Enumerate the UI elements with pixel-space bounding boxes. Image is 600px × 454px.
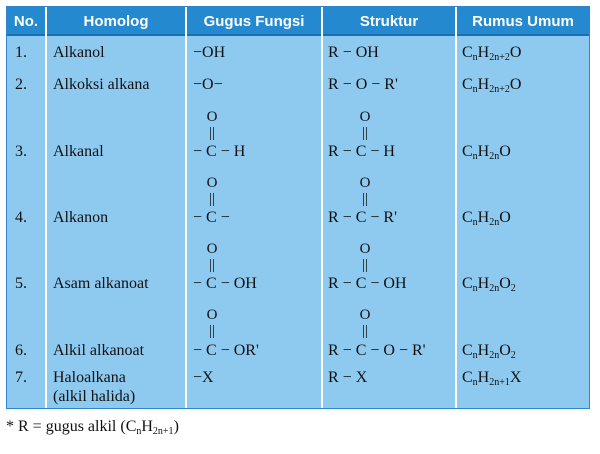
row-gugus: −O−: [193, 76, 223, 93]
row-gugus: −OH: [193, 44, 226, 61]
header-struktur: Struktur: [359, 13, 419, 30]
carbonyl-oxygen: O: [359, 241, 371, 257]
row-struktur: R − X: [328, 369, 368, 386]
header-homolog: Homolog: [83, 13, 149, 30]
row-no: 3.: [15, 143, 27, 160]
column-divider: [45, 7, 47, 408]
header-no: No.: [13, 13, 39, 30]
double-bond: ||: [361, 323, 368, 339]
carbonyl-oxygen: O: [206, 241, 218, 257]
row-homolog: Haloalkana: [53, 369, 126, 386]
row-gugus: − C − OR': [193, 342, 259, 359]
double-bond: ||: [361, 257, 368, 273]
row-gugus: −X: [193, 369, 214, 386]
row-rumus: $C_nH_{2n+1}X$: [462, 369, 522, 388]
row-no: 1.: [15, 44, 27, 61]
row-homolog-alt: (alkil halida): [53, 388, 136, 405]
row-no: 2.: [15, 76, 27, 93]
carbonyl-oxygen: O: [359, 307, 371, 323]
row-homolog: Asam alkanoat: [53, 275, 149, 292]
row-rumus: $C_nH_{2n+2}O$: [462, 44, 522, 63]
double-bond: ||: [208, 191, 215, 207]
row-no: 4.: [15, 209, 27, 226]
row-homolog: Alkanol: [53, 44, 105, 61]
row-rumus: $C_nH_{2n}O$: [462, 143, 511, 162]
row-struktur: R − OH: [328, 44, 379, 61]
row-struktur: R − C − R': [328, 209, 397, 226]
carbonyl-oxygen: O: [206, 109, 218, 125]
row-homolog: Alkanal: [53, 143, 104, 160]
double-bond: ||: [361, 191, 368, 207]
double-bond: ||: [361, 125, 368, 141]
row-no: 7.: [15, 369, 27, 386]
row-homolog: Alkoksi alkana: [53, 76, 150, 93]
row-no: 5.: [15, 275, 27, 292]
row-rumus: $C_nH_{2n}O_2$: [462, 342, 516, 361]
row-gugus: − C − H: [193, 143, 246, 160]
carbonyl-oxygen: O: [359, 109, 371, 125]
column-divider: [455, 7, 457, 408]
column-divider: [321, 7, 323, 408]
table-header: [7, 7, 589, 36]
row-rumus: $C_nH_{2n}O$: [462, 209, 511, 228]
carbonyl-oxygen: O: [359, 175, 371, 191]
row-homolog: Alkil alkanoat: [53, 342, 145, 359]
footnote: * R = gugus alkil $(C_nH_{2n+1})$: [6, 418, 179, 437]
row-rumus: $C_nH_{2n+2}O$: [462, 76, 522, 95]
row-homolog: Alkanon: [53, 209, 109, 226]
header-rumus-umum: Rumus Umum: [472, 13, 574, 30]
carbonyl-oxygen: O: [206, 175, 218, 191]
column-divider: [185, 7, 187, 408]
row-struktur: R − C − O − R': [328, 342, 426, 359]
row-struktur: R − C − OH: [328, 275, 407, 292]
row-gugus: − C −: [193, 209, 230, 226]
row-no: 6.: [15, 342, 27, 359]
double-bond: ||: [208, 125, 215, 141]
homolog-table: [6, 6, 590, 409]
double-bond: ||: [208, 257, 215, 273]
header-gugus-fungsi: Gugus Fungsi: [203, 13, 305, 30]
row-gugus: − C − OH: [193, 275, 257, 292]
row-struktur: R − C − H: [328, 143, 395, 160]
row-struktur: R − O − R': [328, 76, 398, 93]
carbonyl-oxygen: O: [206, 307, 218, 323]
row-rumus: $C_nH_{2n}O_2$: [462, 275, 516, 294]
double-bond: ||: [208, 323, 215, 339]
